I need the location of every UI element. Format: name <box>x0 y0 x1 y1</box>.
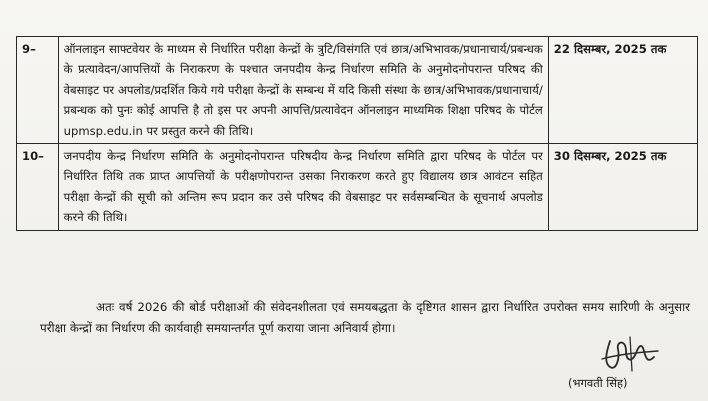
row-description: जनपदीय केन्द्र निर्धारण समिति के अनुमोदनोपरान्त परिषदीय केन्द्र निर्धारण समिति द्वारा परिषद के पोर्टल पर निर्धारित तिथि तक प्राप्त आपत्तियों के परीक्षणोपरान्त उसका निराकरण करते हुए विद्यालय छात्र आवंटन सहित परीक्षा केन्द्रों की सूची को अन्तिम रूप प्रदान कर उसे परिषद की वेबसाइट पर सर्वसम्बन्धित के सूचनार्थ अपलोड करने की तिथि। <box>58 144 548 231</box>
row-number: 9– <box>17 37 59 144</box>
row-date: 30 दिसम्बर, 2025 तक <box>548 144 697 231</box>
row-description: ऑनलाइन साफ्टवेयर के माध्यम से निर्धारित परीक्षा केन्द्रों के त्रुटि/विसंगति एवं छात्र/अभिभावक/प्रधानाचार्य/प्रबन्धक के प्रत्यावेदन/आपत्तियों के निराकरण के पश्चात जनपदीय केन्द्र निर्धारण समिति के अनुमोदनोपरान्त परिषद की वेबसाइट पर अपलोड/प्रदर्शित किये गये परीक्षा केन्द्रों के सम्बन्ध में यदि किसी संस्था के छात्र/अभिभावक/प्रधानाचार्य/प्रबन्धक को पुनः कोई आपत्ति है तो इस पर अपनी आपत्ति/प्रत्यावेदन ऑनलाइन माध्यमिक शिक्षा परिषद के पोर्टल upmsp.edu.in पर प्रस्तुत करने की तिथि। <box>58 37 548 144</box>
signer-name: (भगवती सिंह) <box>568 376 628 390</box>
table-row <box>17 37 698 144</box>
schedule-table <box>16 36 698 231</box>
closing-note <box>40 297 690 339</box>
row-number: 10– <box>17 144 59 231</box>
closing-note-text: अतः वर्ष 2026 की बोर्ड परीक्षाओं की संवेदनशीलता एवं समयबद्धता के दृष्टिगत शासन द्वारा निर्धारित उपरोक्त समय सारिणी के अनुसार परीक्षा केन्द्रों का निर्धारण की कार्यवाही समयान्तर्गत पूर्ण कराया जाना अनिवार्य होगा। <box>40 300 690 335</box>
signature-icon <box>596 333 666 377</box>
table-row <box>17 144 698 231</box>
row-date: 22 दिसम्बर, 2025 तक <box>548 37 697 144</box>
